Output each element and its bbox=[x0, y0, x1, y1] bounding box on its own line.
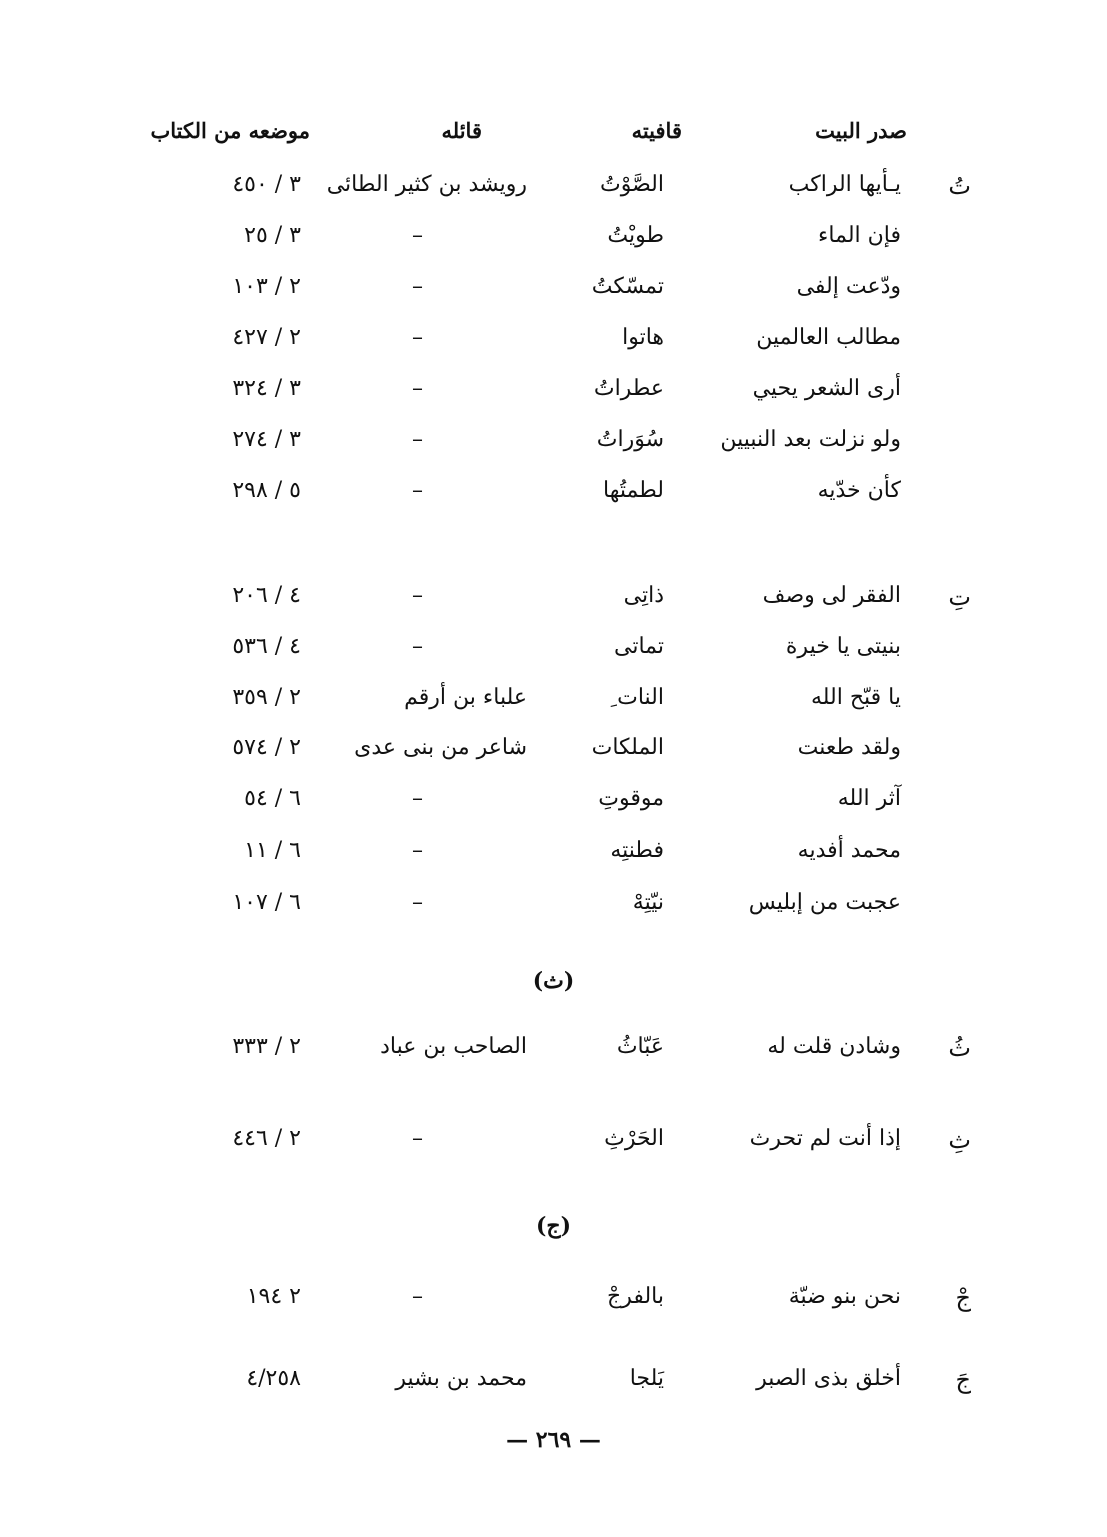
verse-location: ٢ / ٥٧٤ bbox=[232, 735, 301, 760]
table-row bbox=[0, 786, 1107, 830]
table-row bbox=[0, 685, 1107, 729]
header-qafia: قافيته bbox=[631, 118, 682, 143]
verse-opening: ودّعت إلفى bbox=[796, 274, 901, 299]
verse-rhyme: النات ِ bbox=[610, 685, 664, 710]
table-row bbox=[0, 1034, 1107, 1078]
verse-location: ٢ ١٩٤ bbox=[246, 1284, 301, 1309]
verse-location: ٢ / ٤٤٦ bbox=[232, 1126, 301, 1151]
verse-opening: آثر الله bbox=[837, 786, 901, 811]
verse-opening: إذا أنت لم تحرث bbox=[749, 1126, 901, 1151]
verse-poet: – bbox=[412, 1126, 423, 1151]
verse-poet: شاعر من بنى عدى bbox=[354, 735, 527, 760]
rhyme-letter: ثُ bbox=[948, 1034, 971, 1062]
verse-opening: كأن خدّيه bbox=[817, 478, 901, 503]
verse-rhyme: تمسّكتُ bbox=[591, 274, 664, 299]
verse-opening: الفقر لى وصف bbox=[762, 583, 901, 608]
verse-rhyme: بالفرجْ bbox=[607, 1284, 664, 1309]
verse-rhyme: الصَّوْتُ bbox=[600, 172, 664, 197]
verse-location: ٤ / ٢٠٦ bbox=[232, 583, 301, 608]
verse-location: ٢ / ٣٥٩ bbox=[232, 685, 301, 710]
verse-poet: – bbox=[412, 478, 423, 503]
section-heading-jim: (ج) bbox=[535, 1213, 572, 1239]
table-row bbox=[0, 427, 1107, 471]
table-row bbox=[0, 838, 1107, 882]
verse-rhyme: يَلجا bbox=[629, 1366, 664, 1391]
verse-poet: الصاحب بن عباد bbox=[380, 1034, 527, 1059]
verse-opening: يـأيها الراكب bbox=[788, 172, 901, 197]
table-header bbox=[0, 118, 1107, 158]
verse-rhyme: هاتوا bbox=[622, 325, 664, 350]
verse-rhyme: الحَرْثِ bbox=[604, 1126, 664, 1151]
verse-opening: ولو نزلت بعد النبيين bbox=[720, 427, 901, 452]
table-row bbox=[0, 223, 1107, 267]
table-row bbox=[0, 735, 1107, 779]
verse-poet: – bbox=[412, 427, 423, 452]
verse-poet: – bbox=[412, 634, 423, 659]
table-row bbox=[0, 1126, 1107, 1170]
verse-rhyme: عطراتُ bbox=[593, 376, 664, 401]
rhyme-letter: تِ bbox=[948, 583, 971, 611]
verse-rhyme: موقوتِ bbox=[598, 786, 664, 811]
verse-location: ٣ / ٣٢٤ bbox=[232, 376, 301, 401]
rhyme-letter: جَ bbox=[955, 1366, 971, 1394]
verse-rhyme: نيّتِهْ bbox=[632, 890, 664, 915]
verse-poet: – bbox=[412, 223, 423, 248]
verse-opening: يا قبّح الله bbox=[810, 685, 901, 710]
table-row bbox=[0, 583, 1107, 627]
verse-poet: – bbox=[412, 1284, 423, 1309]
table-row bbox=[0, 172, 1107, 216]
table-row bbox=[0, 325, 1107, 369]
table-row bbox=[0, 478, 1107, 522]
verse-opening: عجبت من إبليس bbox=[748, 890, 901, 915]
verse-location: ٢ / ٣٣٣ bbox=[232, 1034, 301, 1059]
table-row bbox=[0, 634, 1107, 678]
rhyme-letter: ثِ bbox=[948, 1126, 971, 1154]
verse-opening: محمد أفديه bbox=[797, 838, 901, 863]
verse-location: ٢ / ٤٢٧ bbox=[232, 325, 301, 350]
verse-location: ٢ / ١٠٣ bbox=[232, 274, 301, 299]
verse-rhyme: فطنتِه bbox=[610, 838, 664, 863]
verse-opening: مطالب العالمين bbox=[756, 325, 901, 350]
table-row bbox=[0, 376, 1107, 420]
verse-poet: محمد بن بشير bbox=[395, 1366, 527, 1391]
verse-location: ٤/٢٥٨ bbox=[246, 1366, 301, 1391]
verse-opening: وشادن قلت له bbox=[767, 1034, 901, 1059]
table-row bbox=[0, 1366, 1107, 1410]
verse-location: ٦ / ٥٤ bbox=[244, 786, 301, 811]
rhyme-letter: جْ bbox=[955, 1284, 971, 1312]
verse-opening: أخلق بذى الصبر bbox=[756, 1366, 901, 1391]
header-mawd: موضعه من الكتاب bbox=[150, 118, 310, 143]
verse-poet: – bbox=[412, 890, 423, 915]
header-qail: قائله bbox=[441, 118, 482, 143]
table-row bbox=[0, 890, 1107, 934]
verse-location: ٥ / ٢٩٨ bbox=[232, 478, 301, 503]
verse-poet: – bbox=[412, 376, 423, 401]
verse-poet: – bbox=[412, 838, 423, 863]
verse-poet: – bbox=[412, 325, 423, 350]
verse-rhyme: سُوَراتُ bbox=[596, 427, 664, 452]
verse-location: ٣ / ٤٥٠ bbox=[232, 172, 301, 197]
verse-opening: ولقد طعنت bbox=[797, 735, 901, 760]
verse-opening: فإن الماء bbox=[818, 223, 901, 248]
verse-opening: نحن بنو ضبّة bbox=[788, 1284, 901, 1309]
verse-location: ٣ / ٢٥ bbox=[244, 223, 301, 248]
verse-poet: – bbox=[412, 274, 423, 299]
verse-rhyme: ذاتِى bbox=[623, 583, 664, 608]
verse-rhyme: طويْتُ bbox=[607, 223, 664, 248]
verse-poet: – bbox=[412, 583, 423, 608]
section-heading-tha: (ث) bbox=[532, 968, 575, 994]
verse-rhyme: عَبّاثُ bbox=[616, 1034, 664, 1059]
verse-poet: رويشد بن كثير الطائى bbox=[326, 172, 527, 197]
verse-rhyme: الملكات bbox=[591, 735, 664, 760]
verse-poet: – bbox=[412, 786, 423, 811]
verse-opening: أرى الشعر يحيي bbox=[752, 376, 901, 401]
verse-location: ٣ / ٢٧٤ bbox=[232, 427, 301, 452]
verse-location: ٦ / ١٠٧ bbox=[232, 890, 301, 915]
verse-rhyme: لطمتُها bbox=[603, 478, 664, 503]
verse-location: ٤ / ٥٣٦ bbox=[232, 634, 301, 659]
verse-poet: علباء بن أرقم bbox=[404, 685, 527, 710]
verse-rhyme: تماتى bbox=[613, 634, 664, 659]
verse-opening: بنيتى يا خيرة bbox=[785, 634, 901, 659]
table-row bbox=[0, 274, 1107, 318]
rhyme-letter: تُ bbox=[948, 172, 971, 200]
verse-location: ٦ / ١١ bbox=[244, 838, 301, 863]
header-sadr: صدر البيت bbox=[815, 118, 907, 143]
table-row bbox=[0, 1284, 1107, 1328]
page-number: — ٢٦٩ — bbox=[506, 1427, 601, 1453]
